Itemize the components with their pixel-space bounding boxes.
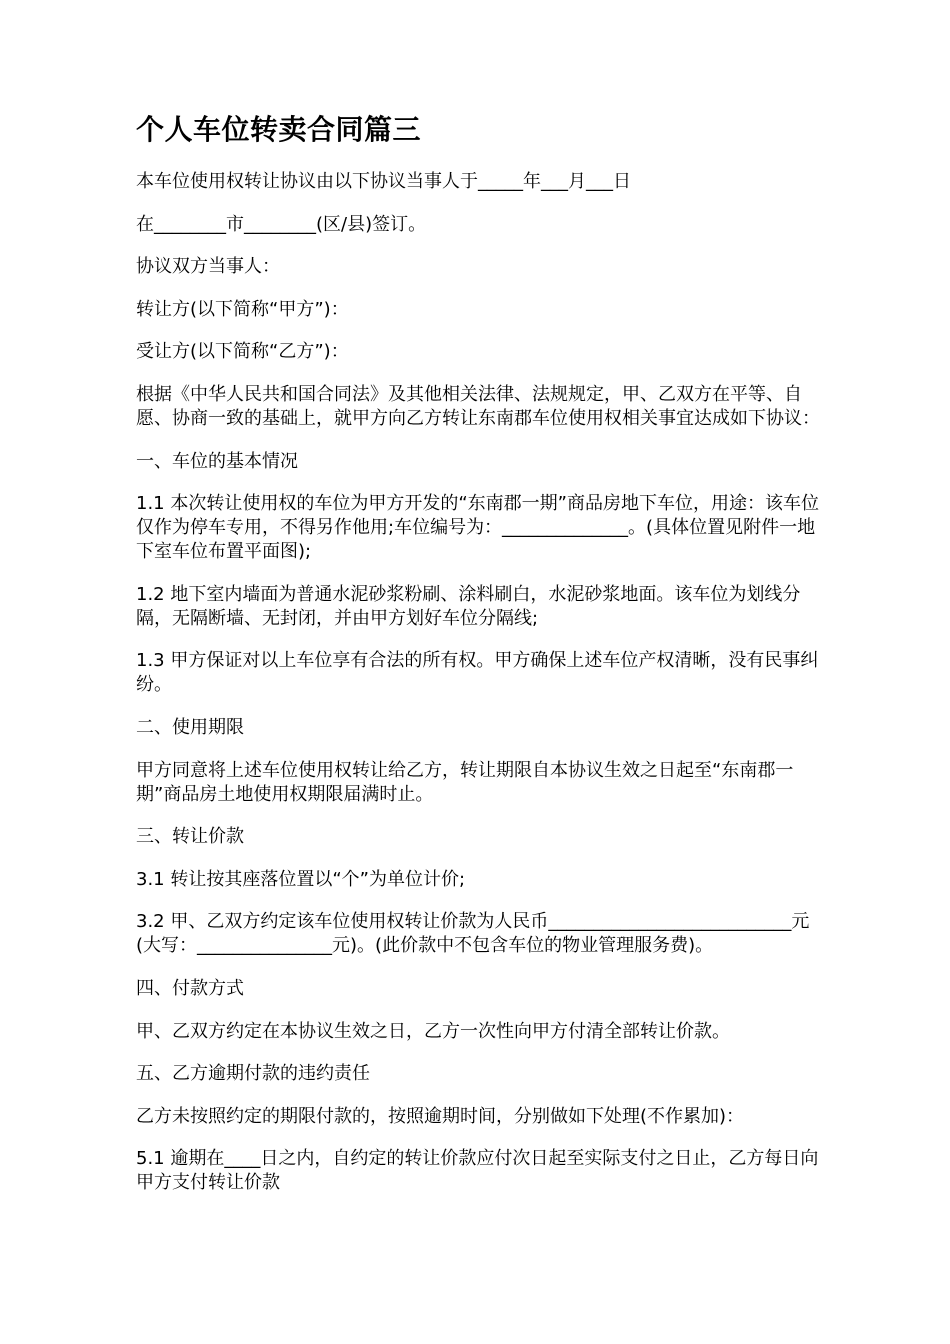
clause-4: 甲、乙双方约定在本协议生效之日，乙方一次性向甲方付清全部转让价款。 [136,1020,730,1042]
intro-place-line: 在________市________(区/县)签订。 [136,213,427,235]
clause-5-intro: 乙方未按照约定的期限付款的，按照逾期时间，分别做如下处理(不作累加)： [136,1105,745,1127]
transferor-line: 转让方(以下简称“甲方”)： [136,298,349,320]
section-heading-3: 三、转让价款 [136,826,244,848]
section-heading-2: 二、使用期限 [136,716,244,738]
parties-heading: 协议双方当事人： [136,256,280,278]
clause-2: 甲方同意将上述车位使用权转让给乙方，转让期限自本协议生效之日起至“东南郡一期”商品房土地使用权期限届满时止。 [136,759,794,805]
clause-1-3: 1.3 甲方保证对以上车位享有合法的所有权。甲方确保上述车位产权清晰，没有民事纠纷。 [136,650,819,696]
section-heading-4: 四、付款方式 [136,977,244,999]
transferee-line: 受让方(以下简称“乙方”)： [136,341,349,363]
clause-1-2: 1.2 地下室内墙面为普通水泥砂浆粉刷、涂料刷白，水泥砂浆地面。该车位为划线分隔，无隔断墙、无封闭，并由甲方划好车位分隔线; [136,583,801,629]
clause-1-1: 1.1 本次转让使用权的车位为甲方开发的“东南郡一期”商品房地下车位，用途：该车位仅作为停车专用，不得另作他用;车位编号为：______________。(具体位置见附件一地下室车位布置平面图); [136,493,819,563]
clause-5-1: 5.1 逾期在____日之内，自约定的转让价款应付次日起至实际支付之日止，乙方每日向甲方支付转让价款 [136,1148,819,1194]
intro-date-line: 本车位使用权转让协议由以下协议当事人于_____年___月___日 [136,171,631,192]
preamble-paragraph: 根据《中华人民共和国合同法》及其他相关法律、法规规定，甲、乙双方在平等、自愿、协商一致的基础上，就甲方向乙方转让东南郡车位使用权相关事宜达成如下协议： [136,383,820,429]
document-title: 个人车位转卖合同篇三 [136,113,422,146]
clause-3-1: 3.1 转让按其座落位置以“个”为单位计价; [136,868,466,890]
section-heading-5: 五、乙方逾期付款的违约责任 [136,1063,370,1085]
section-heading-1: 一、车位的基本情况 [136,450,298,472]
clause-3-2: 3.2 甲、乙双方约定该车位使用权转让价款为人民币___________________________元(大写：_______________元)。(此价款中不包含车位的物业管理服务费)。 [136,911,810,957]
document-page [136,110,820,1214]
